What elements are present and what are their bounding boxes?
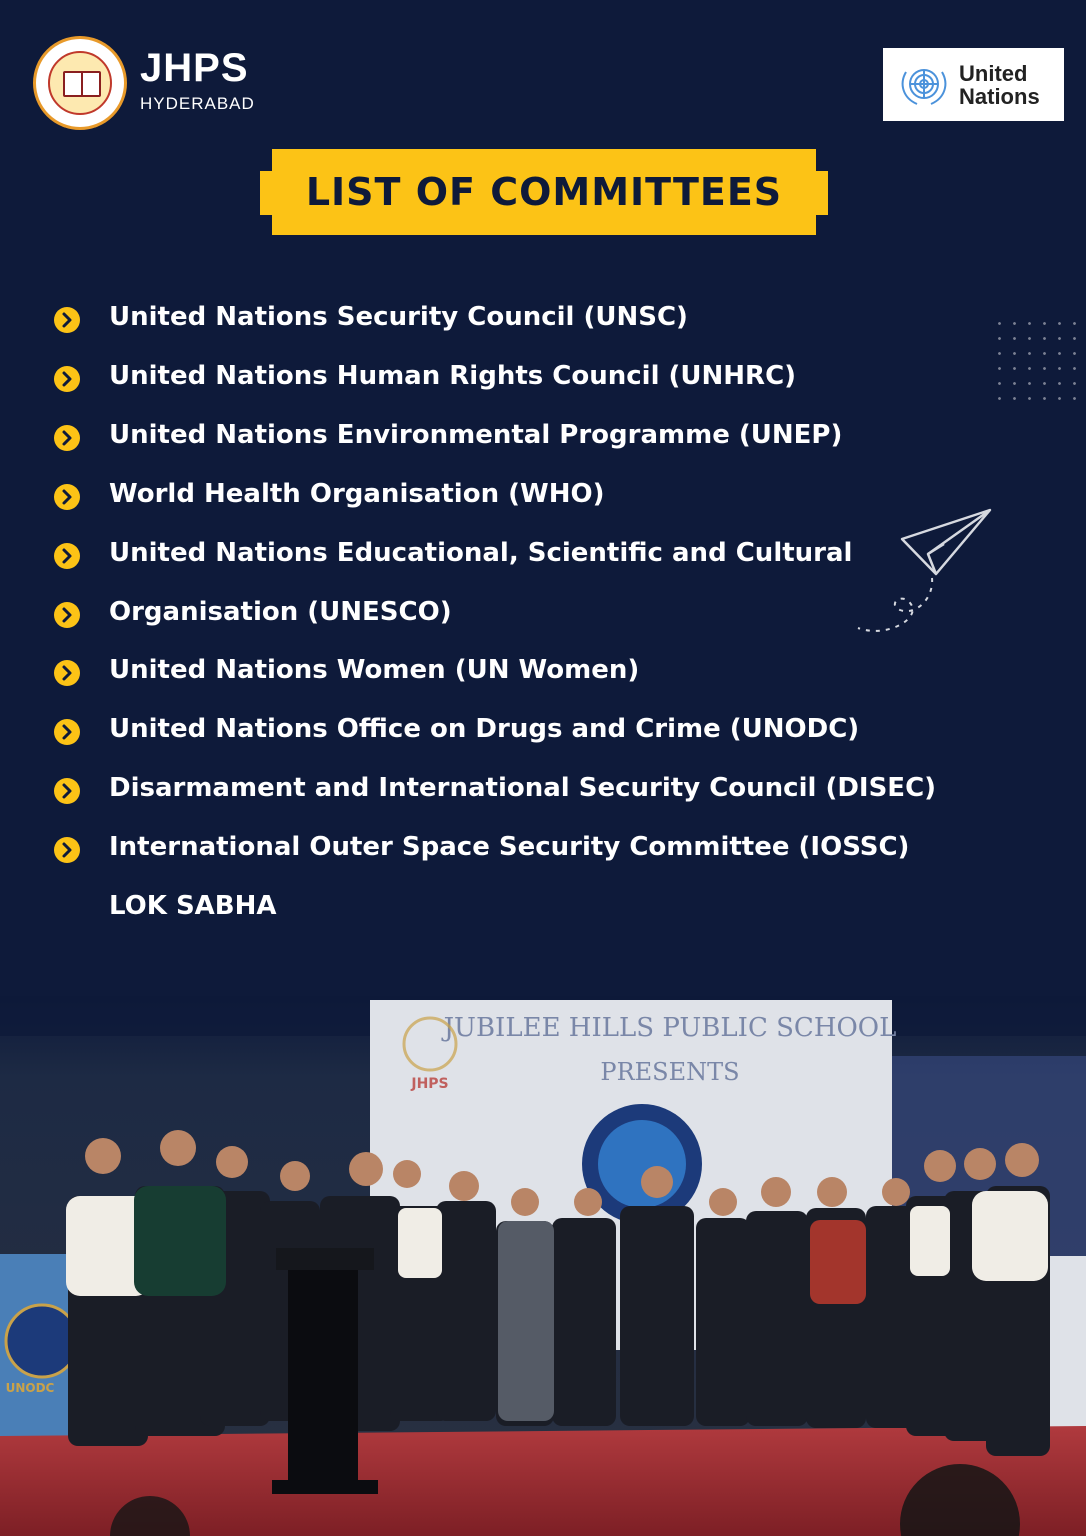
chevron-right-circle-icon — [54, 543, 80, 569]
header — [0, 0, 1086, 140]
committee-item — [0, 297, 1000, 337]
committee-item — [0, 356, 1000, 396]
chevron-right-circle-icon — [54, 366, 80, 392]
un-logo-badge — [883, 48, 1064, 121]
committee-label: Disarmament and International Security Council (DISEC) — [109, 773, 937, 804]
committee-item — [0, 709, 1000, 749]
un-line-1: United — [959, 61, 1028, 86]
committee-label: Organisation (UNESCO) — [109, 596, 452, 627]
committee-label: United Nations Women (UN Women) — [109, 655, 640, 686]
committee-label: United Nations Office on Drugs and Crime (UNODC) — [109, 714, 860, 745]
event-photo-illustration — [0, 996, 1086, 1536]
committee-label: United Nations Security Council (UNSC) — [109, 302, 688, 332]
committee-item — [0, 768, 1000, 808]
committee-item — [0, 886, 1000, 926]
un-wordmark — [959, 62, 1040, 108]
chevron-right-circle-icon — [54, 602, 80, 628]
banner-school-name: JUBILEE HILLS PUBLIC SCHOOL — [443, 1013, 897, 1043]
chevron-right-circle-icon — [54, 484, 80, 510]
book-icon — [63, 71, 101, 97]
dot-grid-decoration — [992, 316, 1086, 406]
school-name: JHPS — [140, 46, 249, 90]
committee-label: United Nations Environmental Programme (UNEP) — [109, 419, 843, 450]
chevron-right-circle-icon — [54, 837, 80, 863]
chevron-right-circle-icon — [54, 778, 80, 804]
chevron-right-circle-icon — [54, 425, 80, 451]
committee-item — [0, 474, 1000, 514]
chevron-right-circle-icon — [54, 660, 80, 686]
committee-label: LOK SABHA — [109, 891, 277, 921]
title-banner — [272, 149, 816, 235]
committee-label: United Nations Human Rights Council (UNHRC) — [109, 360, 797, 391]
school-city: HYDERABAD — [140, 94, 255, 113]
committee-item — [0, 415, 1000, 455]
committee-label: United Nations Educational, Scientific and Cultural — [109, 537, 853, 568]
committee-item — [0, 827, 1000, 867]
page-title: LIST OF COMMITTEES — [305, 170, 783, 214]
chevron-right-circle-icon — [54, 307, 80, 333]
chevron-right-circle-icon — [54, 719, 80, 745]
school-logo — [33, 36, 127, 130]
committee-label: World Health Organisation (WHO) — [109, 478, 605, 509]
committee-label: International Outer Space Security Committee (IOSSC) — [109, 832, 910, 863]
committee-item — [0, 650, 1000, 690]
left-banner-text: UNODC — [5, 1381, 55, 1395]
event-photo — [0, 996, 1086, 1536]
un-line-2: Nations — [959, 84, 1040, 109]
banner-logo-text: JHPS — [411, 1076, 449, 1092]
committee-item — [0, 592, 1000, 632]
banner-presents: PRESENTS — [600, 1058, 740, 1086]
un-emblem-icon — [897, 60, 951, 110]
committee-item — [0, 533, 1000, 573]
